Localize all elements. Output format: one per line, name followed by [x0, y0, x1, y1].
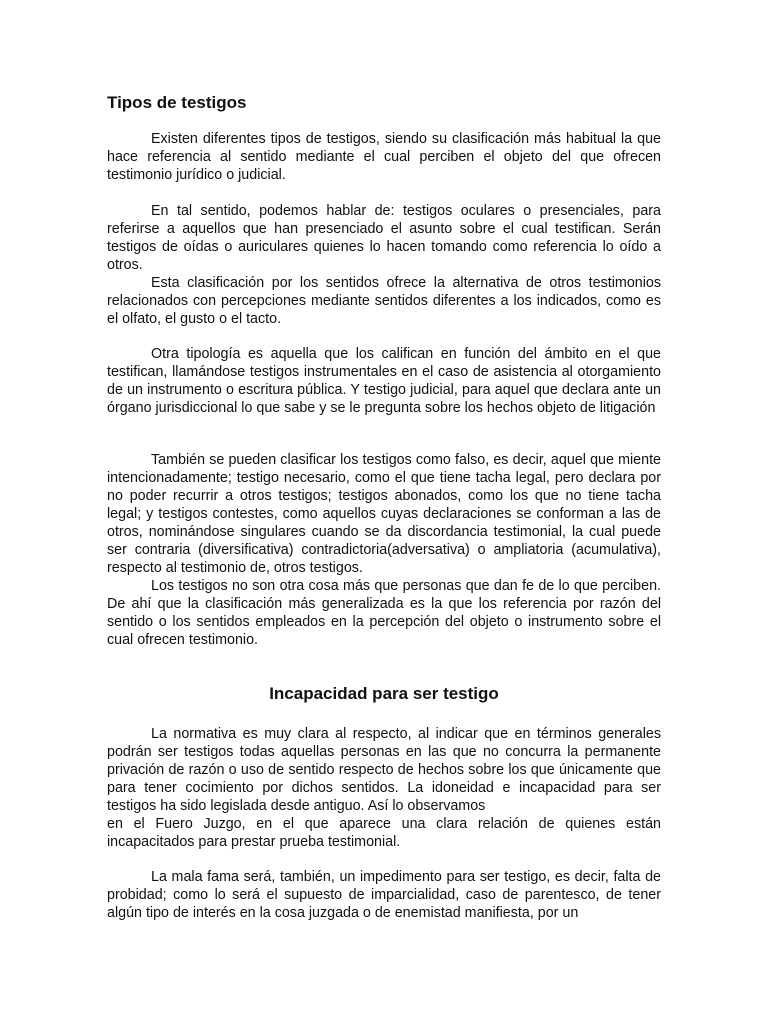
- paragraph-text: Los testigos no son otra cosa más que personas que dan fe de lo que perciben. De ahí que la clasificación más generalizada es la que los referencia por razón del sentido o los sentidos empleados en la percepción del objeto o instrumento sobre el cual ofrecen testimonio.: [107, 578, 661, 648]
- paragraph-text: También se pueden clasificar los testigos como falso, es decir, aquel que miente intencionadamente; testigo necesario, como el que tiene tacha legal, pero declara por no poder recurrir a otros testigos; testigos abonados, como los que no tiene tacha legal; y testigos contestes, como aquellos cuyas declaraciones se conforman a las de otros, nominándose singulares cuando se da discordancia testimonial, la cual puede ser contraria (diversificativa) contradictoria(adversativa) o ampliatoria (acumulativa), respecto al testimonio de, otros testigos.: [107, 452, 661, 576]
- paragraph-text: en el Fuero Juzgo, en el que aparece una clara relación de quienes están incapacitados para prestar prueba testimonial.: [107, 816, 661, 850]
- paragraph-3: [107, 345, 661, 417]
- paragraph-6: [107, 868, 661, 922]
- paragraph-text: En tal sentido, podemos hablar de: testigos oculares o presenciales, para referirse a aquellos que han presenciado el asunto sobre el cual testifican. Serán testigos de oídas o auriculares quienes lo hacen tomando como referencia lo oído a otros.: [107, 203, 661, 273]
- paragraph-text: Otra tipología es aquella que los califican en función del ámbito en el que testifican, llamándose testigos instrumentales en el caso de asistencia al otorgamiento de un instrumento o escritura pública. Y testigo judicial, para aquel que declara ante un órgano jurisdiccional lo que sabe y se le pregunta sobre los hechos objeto de litigación: [107, 346, 661, 416]
- paragraph-text: Esta clasificación por los sentidos ofrece la alternativa de otros testimonios relacionados con percepciones mediante sentidos diferentes a los indicados, como es el olfato, el gusto o el tacto.: [107, 275, 661, 327]
- section-title-tipos: Tipos de testigos: [107, 93, 247, 112]
- paragraph-text: La normativa es muy clara al respecto, al indicar que en términos generales podrán ser testigos todas aquellas personas en las que no concurra la permanente privación de razón o uso de sentido respecto de hechos sobre los que únicamente que para tener cocimiento por dichos sentidos. La idoneidad e incapacidad para ser testigos ha sido legislada desde antiguo. Así lo observamos: [107, 726, 661, 814]
- paragraph-5: [107, 725, 661, 851]
- section-title-incapacidad: Incapacidad para ser testigo: [269, 684, 499, 703]
- paragraph-text: Existen diferentes tipos de testigos, siendo su clasificación más habitual la que hace referencia al sentido mediante el cual perciben el objeto del que ofrecen testimonio jurídico o judicial.: [107, 131, 661, 183]
- paragraph-4: [107, 451, 661, 649]
- paragraph-2: [107, 202, 661, 328]
- paragraph-text: La mala fama será, también, un impedimento para ser testigo, es decir, falta de probidad; como lo será el supuesto de imparcialidad, caso de parentesco, de tener algún tipo de interés en la cosa juzgada o de enemistad manifiesta, por un: [107, 869, 661, 921]
- paragraph-1: [107, 130, 661, 184]
